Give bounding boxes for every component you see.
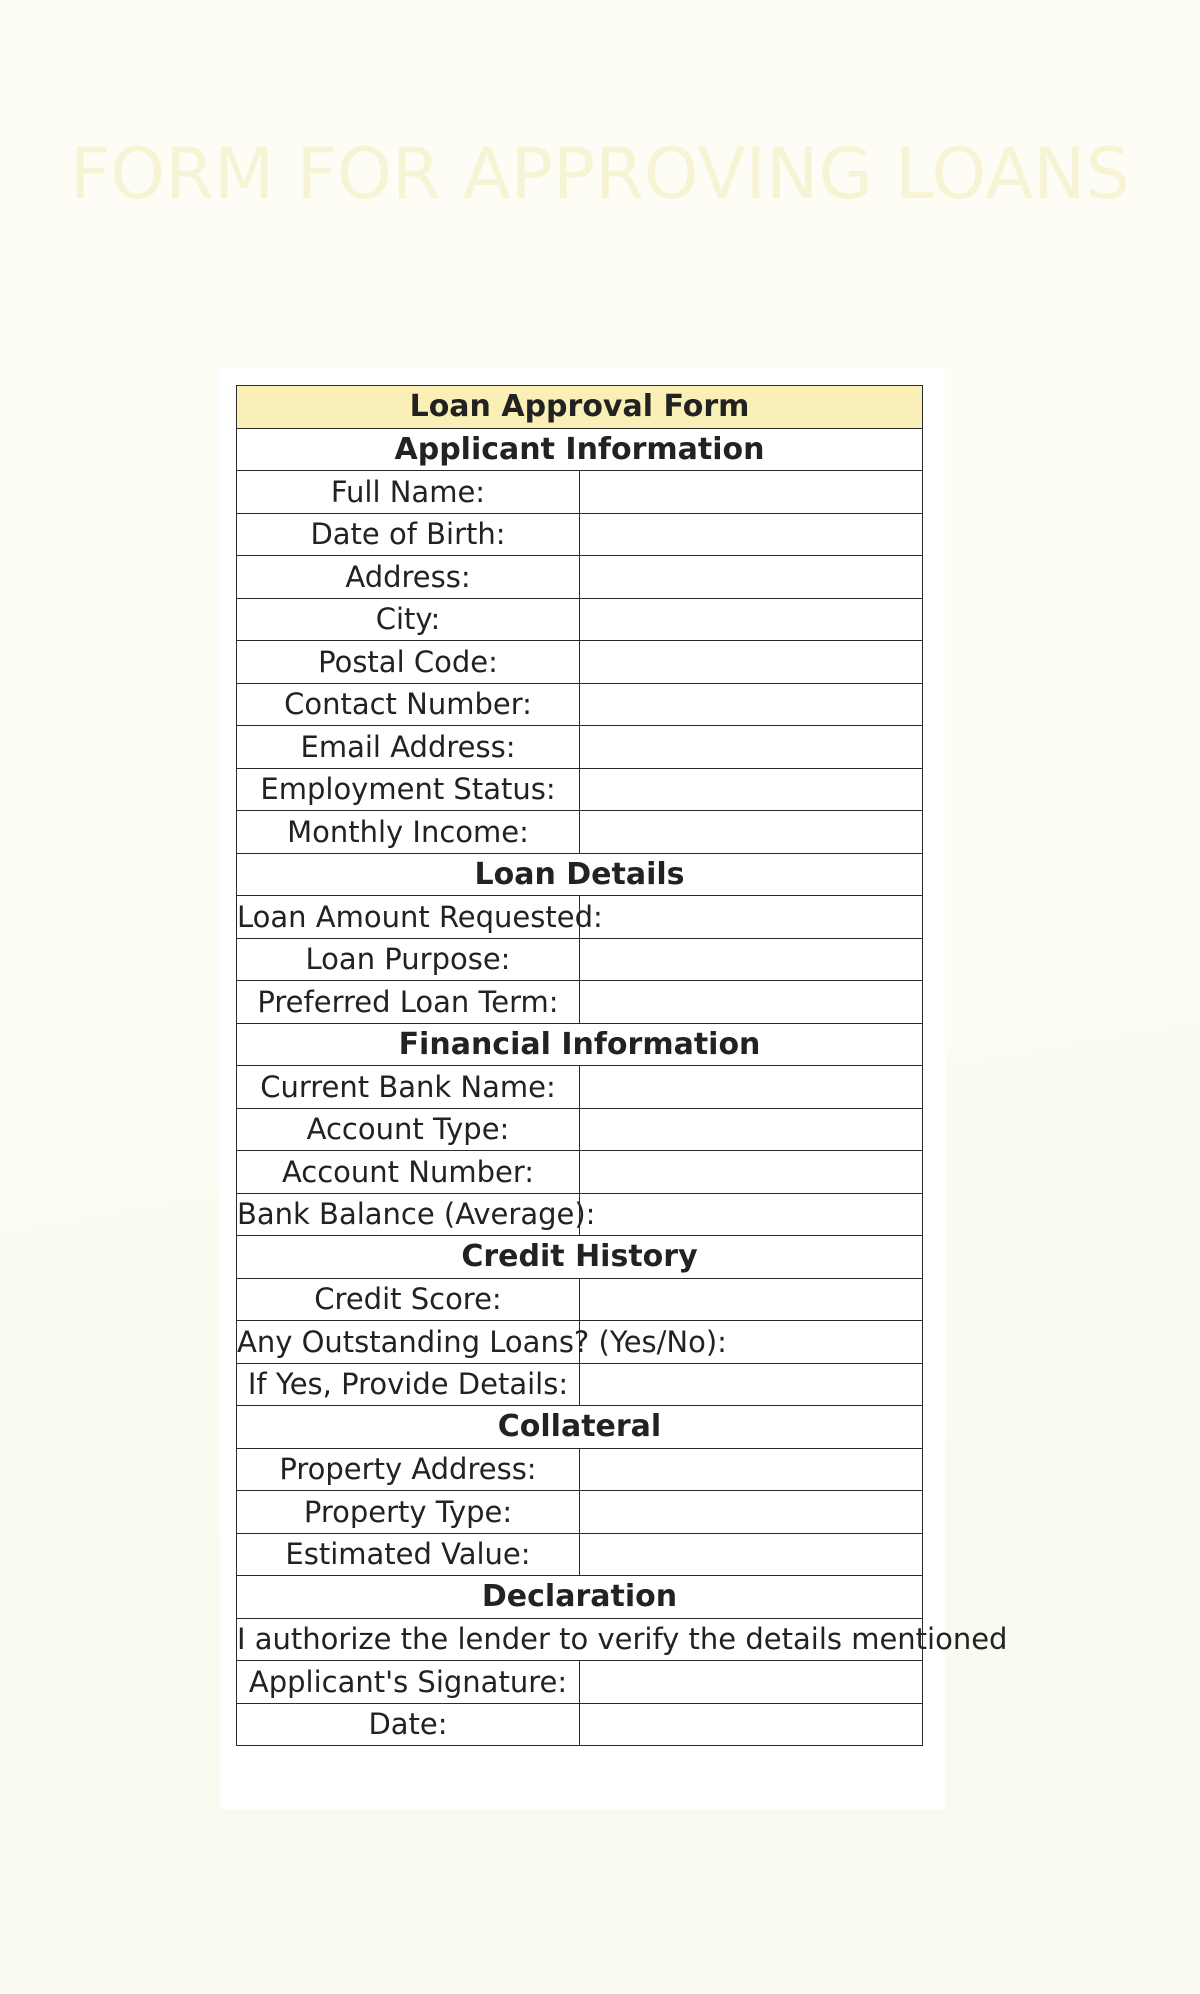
field-value-cell[interactable]	[580, 938, 923, 981]
field-label: If Yes, Provide Details:	[237, 1363, 580, 1406]
declaration-text: I authorize the lender to verify the details mentioned	[237, 1622, 1008, 1657]
field-label: Email Address:	[237, 726, 580, 769]
field-label: Loan Purpose:	[237, 938, 580, 981]
field-value-cell[interactable]	[580, 1448, 923, 1491]
section-row	[237, 428, 923, 471]
field-label: Applicant's Signature:	[237, 1661, 580, 1704]
field-value-cell[interactable]	[580, 1278, 923, 1321]
section-title-credit-history: Credit History	[237, 1236, 923, 1279]
field-row	[237, 938, 923, 981]
field-row	[237, 896, 923, 939]
section-row	[237, 853, 923, 896]
field-value-cell[interactable]	[580, 1363, 923, 1406]
field-label: Bank Balance (Average):	[237, 1193, 580, 1236]
field-value-cell[interactable]	[580, 641, 923, 684]
field-label: Loan Amount Requested:	[237, 896, 580, 939]
field-row	[237, 981, 923, 1024]
field-row	[237, 683, 923, 726]
field-value-cell[interactable]	[580, 1066, 923, 1109]
field-value-cell[interactable]	[580, 811, 923, 854]
section-title-collateral: Collateral	[237, 1406, 923, 1449]
field-row	[237, 1533, 923, 1576]
section-row	[237, 1236, 923, 1279]
field-label: Current Bank Name:	[237, 1066, 580, 1109]
loan-approval-table	[236, 385, 1008, 1746]
field-label: Monthly Income:	[237, 811, 580, 854]
form-header: Loan Approval Form	[237, 386, 923, 429]
field-row	[237, 513, 923, 556]
table-header-row	[237, 386, 923, 429]
field-value-cell[interactable]	[580, 726, 923, 769]
section-row	[237, 1576, 923, 1619]
field-row	[237, 1703, 923, 1746]
field-label: Date:	[237, 1703, 580, 1746]
section-row	[237, 1406, 923, 1449]
field-label: Account Type:	[237, 1108, 580, 1151]
section-title-loan-details: Loan Details	[237, 853, 923, 896]
section-title-financial: Financial Information	[237, 1023, 923, 1066]
field-value-cell[interactable]	[580, 513, 923, 556]
field-label: Preferred Loan Term:	[237, 981, 580, 1024]
field-value-cell[interactable]	[580, 1108, 923, 1151]
field-label: Employment Status:	[237, 768, 580, 811]
signature-value-cell[interactable]	[580, 1661, 923, 1704]
field-value-cell[interactable]	[580, 1151, 923, 1194]
section-title-applicant: Applicant Information	[237, 428, 923, 471]
field-label: Full Name:	[237, 471, 580, 514]
field-label: Credit Score:	[237, 1278, 580, 1321]
field-row	[237, 1066, 923, 1109]
field-row	[237, 1661, 923, 1704]
field-label: Contact Number:	[237, 683, 580, 726]
field-row	[237, 726, 923, 769]
field-value-cell[interactable]	[580, 1533, 923, 1576]
field-row	[237, 1363, 923, 1406]
date-value-cell[interactable]	[580, 1703, 923, 1746]
field-row	[237, 598, 923, 641]
declaration-cell	[237, 1618, 1008, 1661]
field-row	[237, 1193, 923, 1236]
field-row	[237, 1278, 923, 1321]
page-title: FORM FOR APPROVING LOANS	[69, 133, 1131, 215]
field-label: Estimated Value:	[237, 1533, 580, 1576]
field-value-cell[interactable]	[580, 981, 923, 1024]
section-row	[237, 1023, 923, 1066]
field-row	[237, 1108, 923, 1151]
field-value-cell[interactable]	[580, 1491, 923, 1534]
field-row	[237, 1491, 923, 1534]
field-row	[237, 641, 923, 684]
field-label: Postal Code:	[237, 641, 580, 684]
section-title-declaration: Declaration	[237, 1576, 923, 1619]
declaration-row	[237, 1618, 923, 1661]
field-label: Any Outstanding Loans? (Yes/No):	[237, 1321, 580, 1364]
field-row	[237, 811, 923, 854]
field-value-cell[interactable]	[580, 598, 923, 641]
field-label: Date of Birth:	[237, 513, 580, 556]
field-label: Account Number:	[237, 1151, 580, 1194]
field-row	[237, 768, 923, 811]
field-label: Address:	[237, 556, 580, 599]
field-value-cell[interactable]	[580, 471, 923, 514]
field-label: Property Address:	[237, 1448, 580, 1491]
field-value-cell[interactable]	[580, 896, 923, 939]
field-row	[237, 1448, 923, 1491]
field-value-cell[interactable]	[580, 683, 923, 726]
field-value-cell[interactable]	[580, 1193, 923, 1236]
field-label: Property Type:	[237, 1491, 580, 1534]
field-value-cell[interactable]	[580, 768, 923, 811]
field-row	[237, 1321, 923, 1364]
field-row	[237, 471, 923, 514]
field-row	[237, 556, 923, 599]
field-label: City:	[237, 598, 580, 641]
field-value-cell[interactable]	[580, 556, 923, 599]
field-row	[237, 1151, 923, 1194]
